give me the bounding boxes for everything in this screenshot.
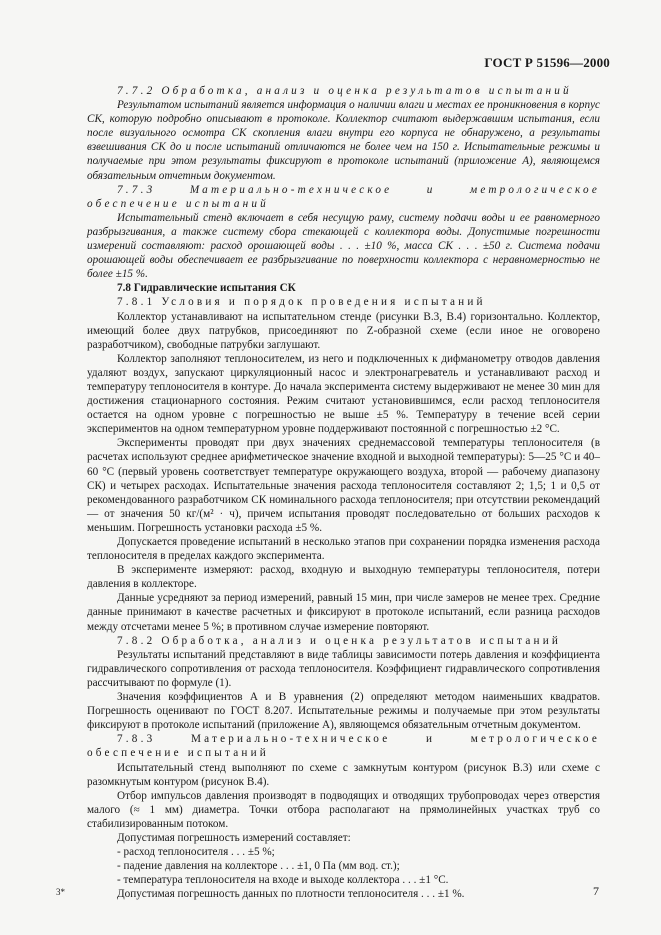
paragraph-s773-body: Испытательный стенд включает в себя несущую раму, систему подачи воды и ее равномерного разбрызгивания, а также систему сбора стекающей с коллектора воды. Допустимые погрешности измерений составляют: расход орошающей воды . . . ±10 %, масса СК . . . ±50 г. Система подачи орошающей воды обеспечивает ее разбрызгивание по поверхности коллектора с неравномерностью не более ±15 %. (87, 211, 600, 281)
paragraph-s783-p3: Допустимая погрешность измерений составляет: (117, 831, 351, 844)
page-number: 7 (593, 884, 599, 898)
paragraph-s782-p2: Значения коэффициентов А и В уравнения (2) определяют методом наименьших квадратов. Погрешность оценивают по ГОСТ 8.207. Испытательные режимы и получаемые при этом результаты фиксируют в протоколе испытаний (приложение А), являющемся обязательным отчетным документом. (87, 691, 600, 732)
paragraph-s783-p1: Испытательный стенд выполняют по схеме с замкнутым контуром (рисунок В.3) или схеме с разомкнутым контуром (рисунок В.4). (87, 761, 600, 788)
paragraph-s783-l3: - температура теплоносителя на входе и выходе коллектора . . . ±1 °С. (117, 874, 449, 887)
paragraph-s782-title: 7.8.2 Обработка, анализ и оценка результатов испытаний (117, 634, 562, 647)
paragraph-s781-p3: Эксперименты проводят при двух значениях среднемассовой температуры теплоносителя (в расчетах используют среднее арифметическое значение входной и выходной температуры): 5—25 °С и 40– 60 °С (первый уровень соответствует температуре окружающего воздуха, второй — рабочему диапазону СК) и четырех расходах. Испытательные значения расхода теплоносителя составляют 2; 1,5; 1 и 0,5 от рекомендованного разработчиком СК номинального расхода теплоносителя; при отсутствии рекомендаций — от значения 50 кг/(м² · ч), причем испытания проводят последовательно от больших расходов к меньшим. Погрешность установки расхода ±5 %. (87, 437, 600, 534)
paragraph-s783-p2: Отбор импульсов давления производят в подводящих и отводящих трубопроводах через отверстия малого (≈ 1 мм) диаметра. Точки отбора располагают на прямолинейных участках труб со стабилизированным потоком. (87, 789, 600, 830)
paragraph-s783-p4: Допустимая погрешность данных по плотности теплоносителя . . . ±1 %. (117, 888, 465, 901)
paragraph-s781-p5: В эксперименте измеряют: расход, входную и выходную температуры теплоносителя, потери давления в коллекторе. (87, 564, 600, 591)
paragraph-s783-title: 7.8.3 Материально-техническое и метрологическое обеспечение испытаний (87, 733, 600, 760)
paragraph-s772-title: 7.7.2 Обработка, анализ и оценка результатов испытаний (117, 85, 572, 97)
paragraph-s772-body: Результатом испытаний является информация о наличии влаги и местах ее проникновения в корпус СК, которую подробно описывают в протоколе. Коллектор считают выдержавшим испытания, если после визуального осмотра СК скопления влаги внутри его корпуса не обнаружено, а результаты взвешивания СК до и после испытаний отличаются не более чем на 150 г. Испытательные режимы и получаемые при этом результаты фиксируют в протоколе испытаний (приложение А), являющемся обязательным отчетным документом. (87, 99, 600, 182)
paragraph-s783-l2: - падение давления на коллекторе . . . ±1, 0 Па (мм вод. ст.); (117, 860, 400, 873)
paragraph-s781-title: 7.8.1 Условия и порядок проведения испытаний (117, 296, 486, 309)
paragraph-s78-title: 7.8 Гидравлические испытания СК (117, 282, 296, 295)
paragraph-s781-p4: Допускается проведение испытаний в несколько этапов при сохранении порядка изменения расхода теплоносителя в пределах каждого эксперимента. (87, 536, 600, 563)
paragraph-s781-p6: Данные усредняют за период измерений, равный 15 мин, при числе замеров не менее трех. Средние данные принимают в качестве расчетных и фиксируют в протоколе испытаний, если разница расходов между отсчетами менее 5 %; в противном случае измерение повторяют. (87, 592, 600, 633)
document-body (87, 84, 600, 901)
paragraph-s773-title: 7.7.3 Материально-техническое и метрологическое обеспечение испытаний (87, 183, 600, 210)
sheet-mark: 3* (56, 887, 65, 897)
paragraph-s781-p1: Коллектор устанавливают на испытательном стенде (рисунки В.3, В.4) горизонтально. Коллектор, имеющий более двух патрубков, присоединяют по Z-образной схеме (если иное не оговорено разработчиком), свободные патрубки заглушают. (87, 310, 600, 351)
paragraph-s783-l1: - расход теплоносителя . . . ±5 %; (117, 846, 275, 859)
standard-code-header: ГОСТ Р 51596—2000 (484, 55, 610, 70)
paragraph-s782-p1: Результаты испытаний представляют в виде таблицы зависимости потерь давления и коэффициента гидравлического сопротивления от расхода теплоносителя. Коэффициент гидравлического сопротивления рассчитывают по формуле (1). (87, 648, 600, 689)
paragraph-s781-p2: Коллектор заполняют теплоносителем, из него и подключенных к дифманометру отводов давления удаляют воздух, запускают циркуляционный насос и электронагреватель и устанавливают расход и температуру теплоносителя в контуре. До начала эксперимента систему выдерживают не менее 30 мин для достижения стационарного состояния. Режим считают установившимся, если расход теплоносителя остается на одном уровне с погрешностью не выше ±5 %. Температуру в течение всей серии экспериментов на одном температурном уровне поддерживают постоянной с погрешностью ±2 °С. (87, 352, 600, 436)
